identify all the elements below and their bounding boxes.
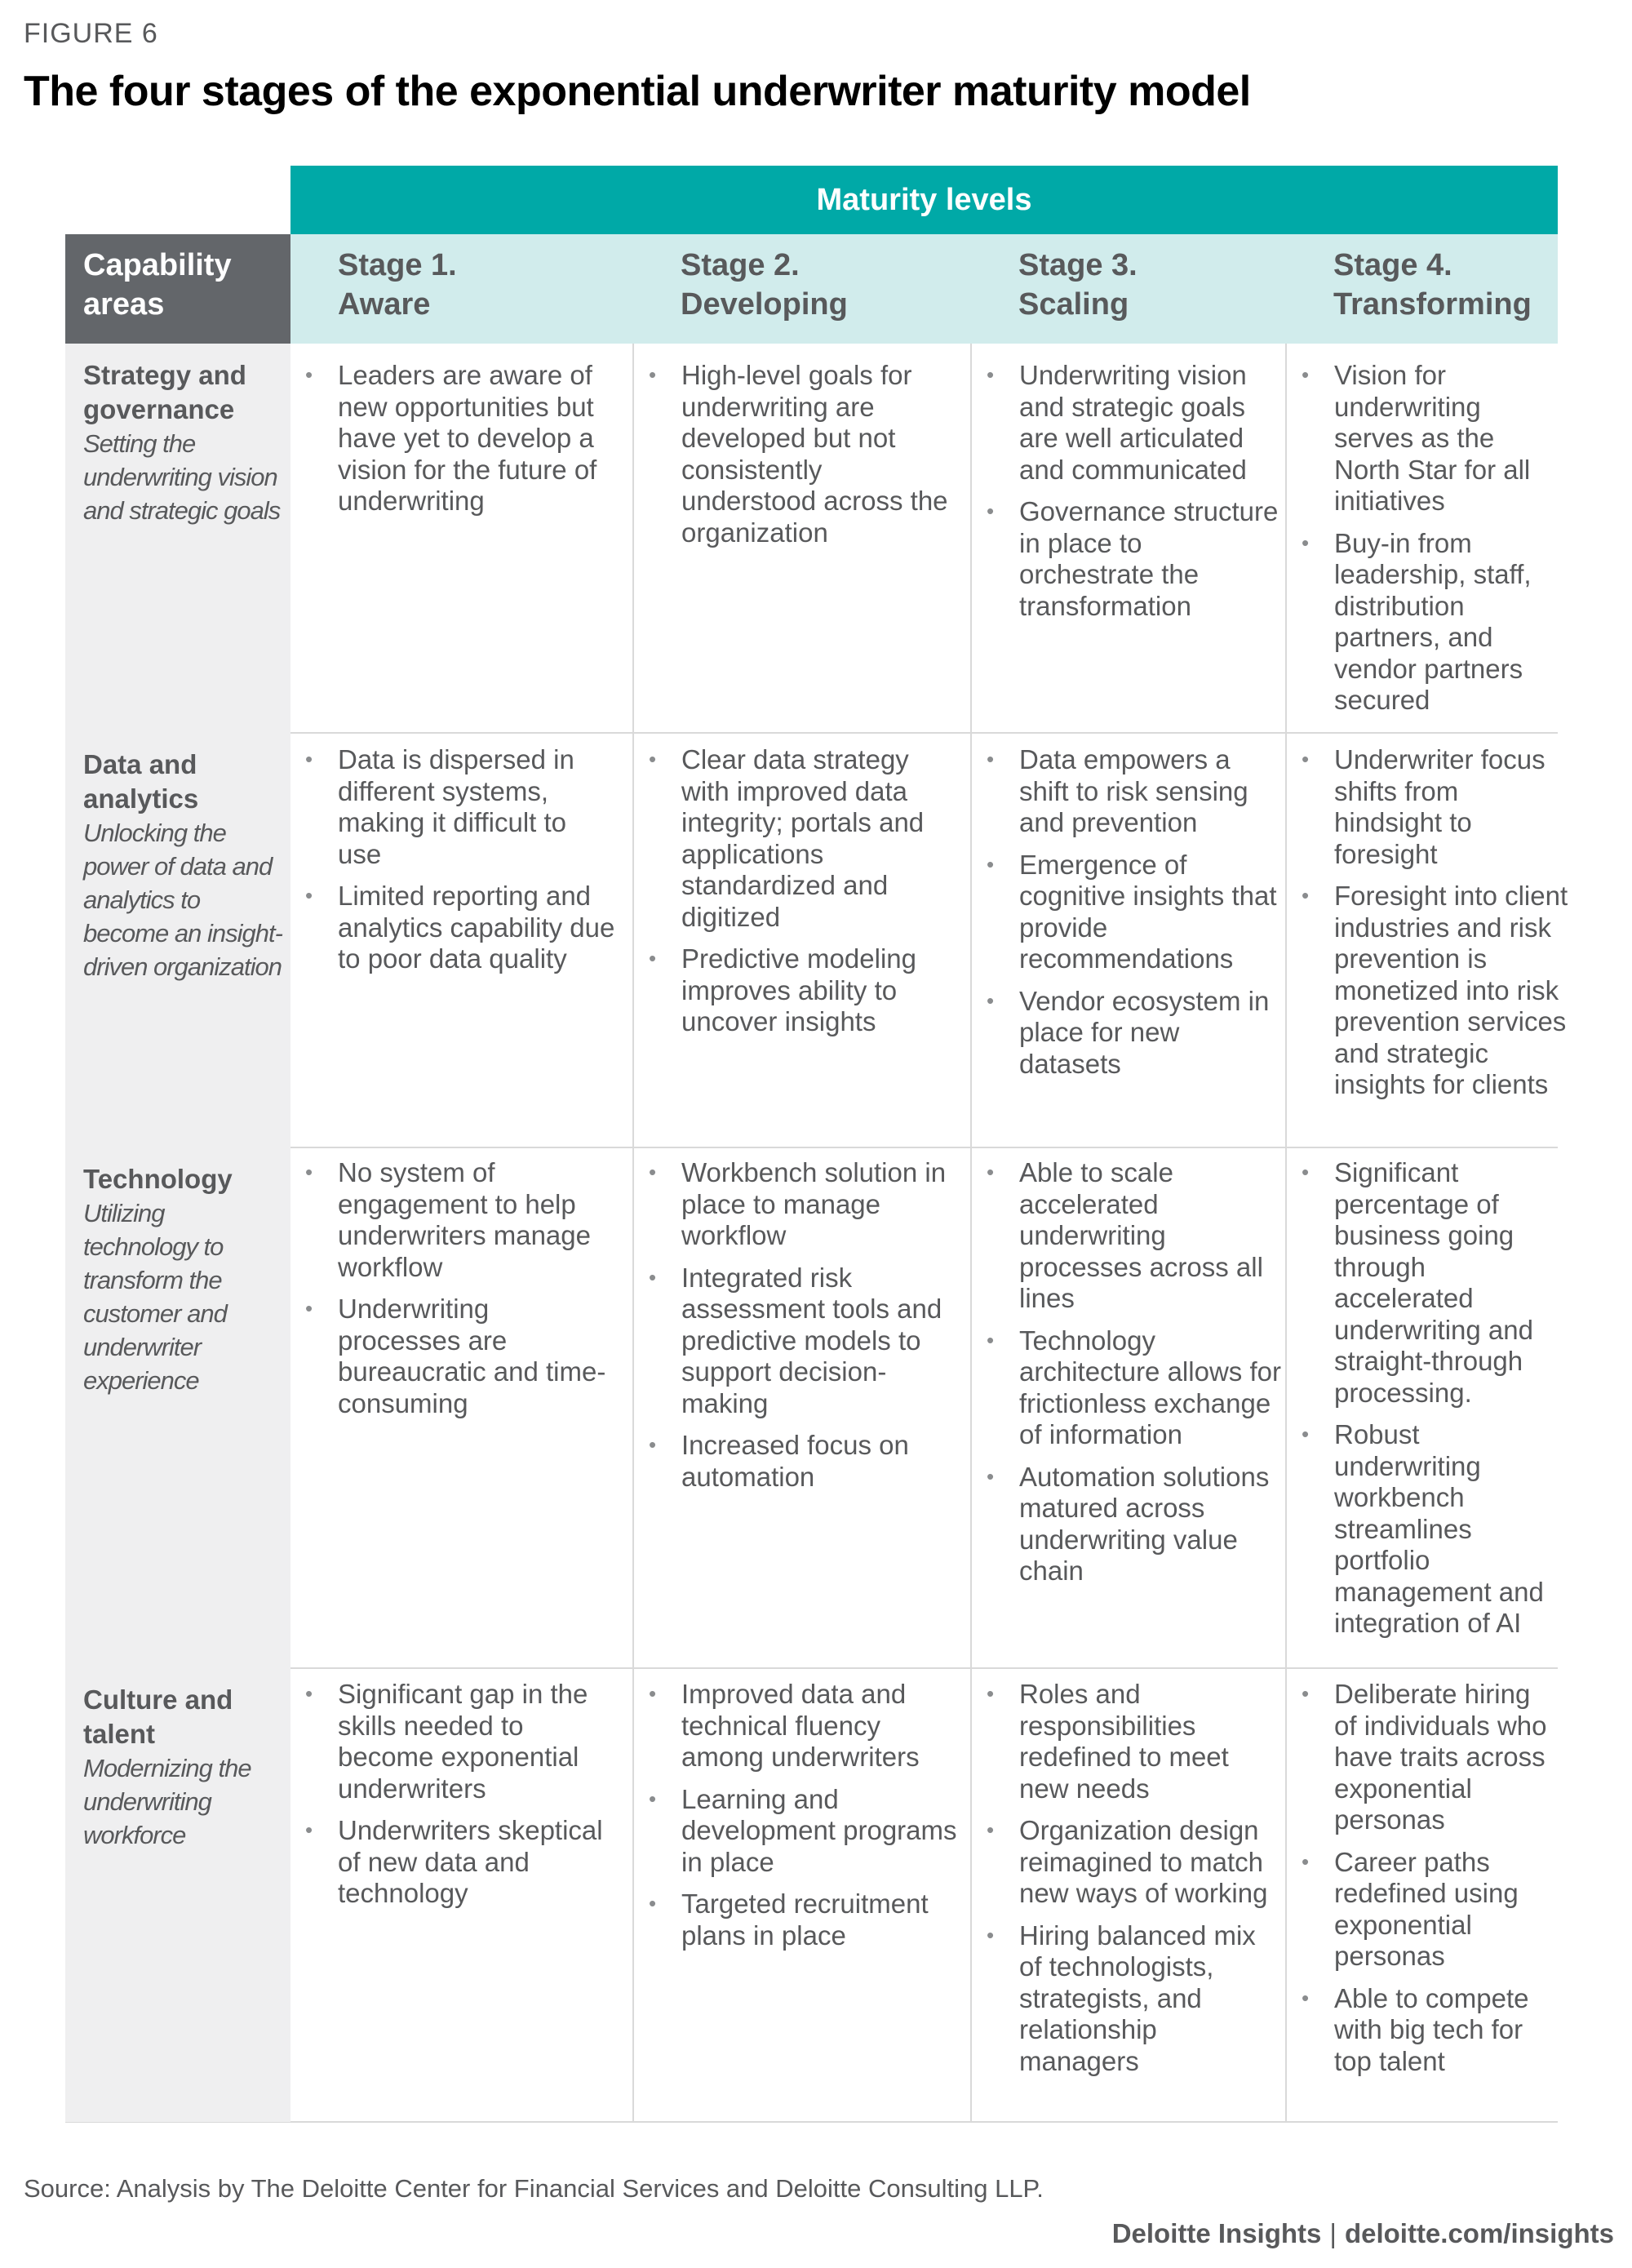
cell-strategy-stage-2 [634,360,960,559]
list-item: • Limited reporting and analytics capability due to poor data quality [290,881,617,975]
list-item: • Workbench solution in place to manage workflow [634,1157,960,1252]
list-item: • Predictive modeling improves ability to uncover insights [634,943,960,1038]
list-item: • Automation solutions matured across underwriting value chain [972,1462,1282,1587]
list-item: • Emergence of cognitive insights that provide recommendations [972,850,1282,975]
list-item: • Vendor ecosystem in place for new datasets [972,986,1282,1081]
cell-technology-stage-1 [290,1157,617,1430]
cell-data-stage-1 [290,744,617,986]
row-label-data-analytics: Data and analytics Unlocking the power of data and analytics to become an insight-driven organization [65,733,290,1147]
row-label-culture-talent: Culture and talent Modernizing the underwriting workforce [65,1668,290,2122]
row-divider [290,732,1558,734]
list-item: • Career paths redefined using exponential personas [1287,1847,1556,1973]
list-item: • Organization design reimagined to match new ways of working [972,1815,1282,1910]
list-item: • Significant percentage of business going through accelerated underwriting and straight-through processing. [1287,1157,1560,1409]
stage-1-header: Stage 1. Aware [290,234,633,344]
cell-culture-stage-4 [1287,1679,1556,2088]
list-item: • Underwriting vision and strategic goals are well articulated and communicated [972,360,1282,486]
list-item: • Robust underwriting workbench streamlines portfolio management and integration of AI [1287,1419,1560,1640]
list-item: • Data is dispersed in different systems, making it difficult to use [290,744,617,870]
cell-technology-stage-4 [1287,1157,1560,1650]
list-item: • Hiring balanced mix of technologists, strategists, and relationship managers [972,1920,1282,2078]
list-item: • High-level goals for underwriting are developed but not consistently understood across the organization [634,360,960,548]
cell-strategy-stage-4 [1287,360,1556,727]
list-item: • Underwriters skeptical of new data and technology [290,1815,617,1910]
cell-data-stage-4 [1287,744,1568,1112]
list-item: • Improved data and technical fluency among underwriters [634,1679,960,1773]
row-label-technology: Technology Utilizing technology to transform the customer and underwriter experience [65,1147,290,1668]
cell-technology-stage-3 [972,1157,1282,1598]
list-item: • Governance structure in place to orchestrate the transformation [972,496,1282,622]
list-item: • No system of engagement to help underwriters manage workflow [290,1157,617,1283]
list-item: • Underwriter focus shifts from hindsight to foresight [1287,744,1568,870]
site-link[interactable]: deloitte.com/insights [1344,2218,1614,2248]
stage-3-header: Stage 3. Scaling [971,234,1286,344]
list-item: • Targeted recruitment plans in place [634,1889,960,1951]
stage-4-header: Stage 4. Transforming [1286,234,1558,344]
publisher-credit [1112,2218,1614,2249]
list-item: • Deliberate hiring of individuals who have traits across exponential personas [1287,1679,1556,1836]
cell-technology-stage-2 [634,1157,960,1503]
cell-strategy-stage-3 [972,360,1282,632]
row-divider [290,1147,1558,1148]
credit-separator: | [1329,2218,1337,2248]
list-item: • Significant gap in the skills needed to become exponential underwriters [290,1679,617,1804]
row-label-strategy-governance: Strategy and governance Setting the underwriting vision and strategic goals [65,344,290,733]
list-item: • Underwriting processes are bureaucratic and time-consuming [290,1294,617,1419]
cell-culture-stage-2 [634,1679,960,1962]
list-item: • Learning and development programs in place [634,1784,960,1879]
maturity-levels-banner: Maturity levels [290,166,1558,234]
cell-strategy-stage-1 [290,360,617,528]
list-item: • Able to scale accelerated underwriting processes across all lines [972,1157,1282,1315]
list-item: • Foresight into client industries and risk prevention is monetized into risk prevention services and strategic insights for clients [1287,881,1568,1101]
cell-data-stage-2 [634,744,960,1049]
source-note: Source: Analysis by The Deloitte Center for Financial Services and Deloitte Consulting LLP. [24,2174,1044,2203]
figure-label: FIGURE 6 [24,18,158,49]
brand-name: Deloitte Insights [1111,2218,1322,2248]
list-item: • Increased focus on automation [634,1430,960,1493]
list-item: • Clear data strategy with improved data integrity; portals and applications standardized and digitized [634,744,960,933]
cell-culture-stage-3 [972,1679,1282,2088]
capability-areas-header: Capability areas [65,234,290,344]
list-item: • Vision for underwriting serves as the North Star for all initiatives [1287,360,1556,517]
cell-data-stage-3 [972,744,1282,1090]
list-item: • Technology architecture allows for frictionless exchange of information [972,1325,1282,1451]
figure-title: The four stages of the exponential underwriter maturity model [24,68,1251,115]
list-item: • Leaders are aware of new opportunities but have yet to develop a vision for the future of underwriting [290,360,617,517]
list-item: • Data empowers a shift to risk sensing and prevention [972,744,1282,839]
list-item: • Able to compete with big tech for top talent [1287,1983,1556,2078]
stage-2-header: Stage 2. Developing [633,234,971,344]
row-divider [290,1667,1558,1669]
list-item: • Roles and responsibilities redefined to meet new needs [972,1679,1282,1804]
list-item: • Buy-in from leadership, staff, distribution partners, and vendor partners secured [1287,528,1556,717]
list-item: • Integrated risk assessment tools and predictive models to support decision-making [634,1263,960,1420]
cell-culture-stage-1 [290,1679,617,1920]
